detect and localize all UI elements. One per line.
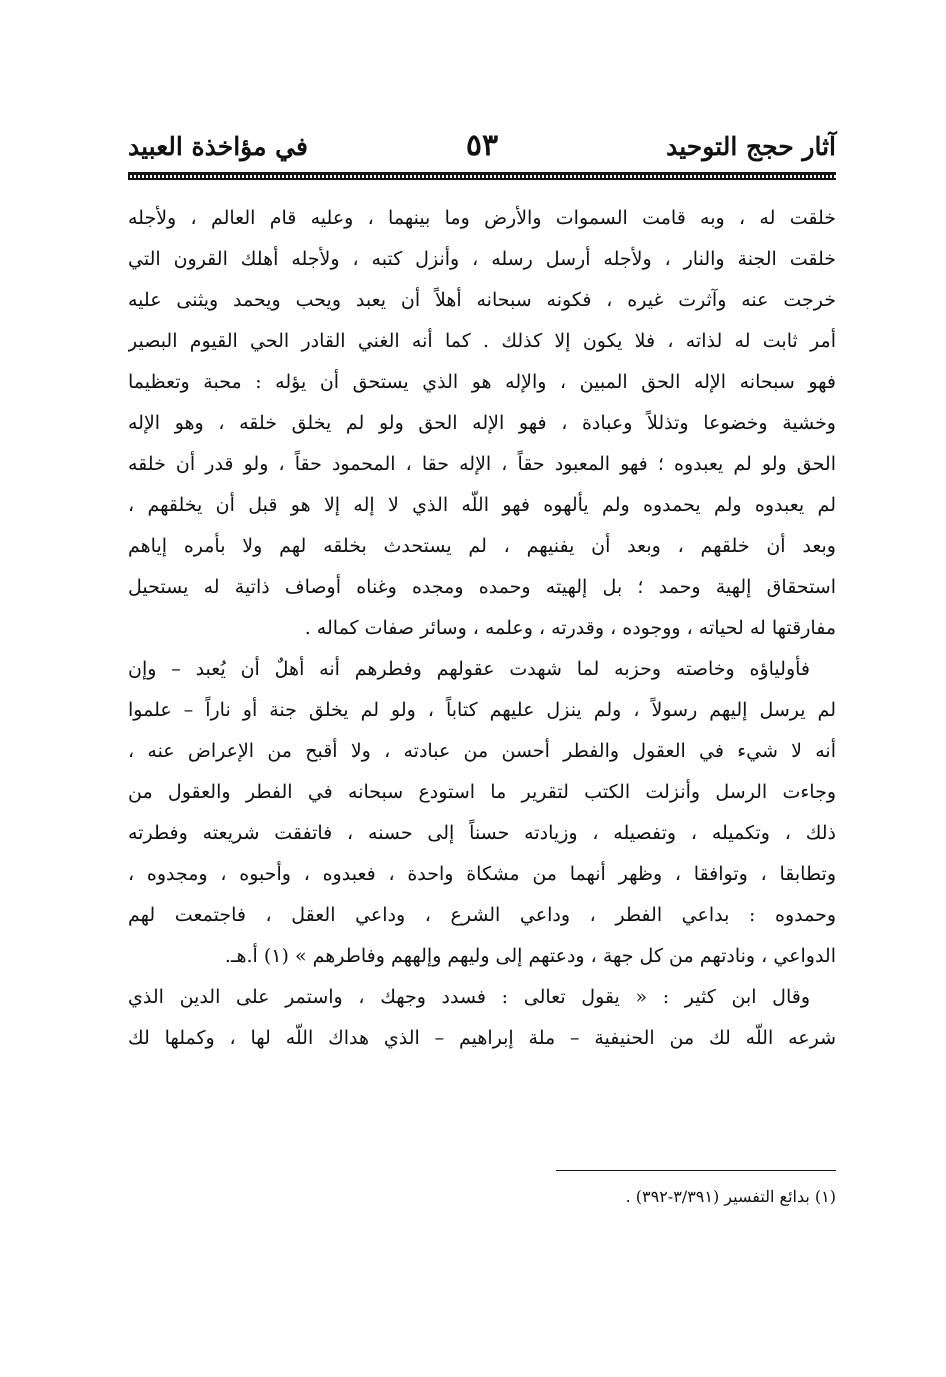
text-line: وخشية وخضوعا وتذللاً وعبادة ، فهو الإله الحق ولو لم يخلق خلقه ، وهو الإله <box>128 412 836 434</box>
text-line: الحق ولو لم يعبدوه ؛ فهو المعبود حقاً ، الإله حقا ، المحمود حقاً ، ولو قدر أن خلقه <box>128 453 836 475</box>
page-header <box>128 128 836 170</box>
text-line: استحقاق إلهية وحمد ؛ بل إلهيته وحمده ومجده وغناه أوصاف ذاتية له يستحيل <box>128 576 836 598</box>
text-line: ذلك ، وتكميله ، وتفصيله ، وزيادته حسناً إلى حسنه ، فاتفقت شريعته وفطرته <box>128 822 836 844</box>
paragraph-end-line: الدواعي ، ونادتهم من كل جهة ، ودعتهم إلى وليهم وإلههم وفاطرهم » (١) أ.هـ. <box>224 945 836 967</box>
text-line: وجاءت الرسل وأنزلت الكتب لتقرير ما استودع سبحانه في الفطر والعقول من <box>128 781 836 803</box>
text-line: خرجت عنه وآثرت غيره ، فكونه سبحانه أهلاً أن يعبد ويحب ويحمد ويثنى عليه <box>128 289 836 311</box>
paragraph-start-line: فأولياؤه وخاصته وحزبه لما شهدت عقولهم وفطرهم أنه أهلٌ أن يُعبد – وإن <box>128 658 810 680</box>
text-line: لم يعبدوه ولم يحمدوه ولم يألهوه فهو اللّه الذي لا إله إلا هو قبل أن يخلقهم ، <box>128 494 836 516</box>
header-rule-bottom <box>128 178 836 180</box>
text-line: وحمدوه : بداعي الفطر ، وداعي الشرع ، وداعي العقل ، فاجتمعت لهم <box>128 904 836 926</box>
text-line: أنه لا شيء في العقول والفطر أحسن من عبادته ، ولا أقبح من الإعراض عنه ، <box>128 740 836 762</box>
text-line: لم يرسل إليهم رسولاً ، ولم ينزل عليهم كتاباً ، ولو لم يخلق جنة أو ناراً – علموا <box>128 699 836 721</box>
chapter-title: في مؤاخذة العبيد <box>128 132 308 161</box>
text-line: وتطابقا ، وتوافقا ، وظهر أنهما من مشكاة واحدة ، فعبدوه ، وأحبوه ، ومجدوه ، <box>128 863 836 885</box>
text-line: خلقت الجنة والنار ، ولأجله أرسل رسله ، وأنزل كتبه ، ولأجله أهلك القرون التي <box>128 248 836 270</box>
footnote: (١) بدائع التفسير (٣/٣٩١-٣٩٢) . <box>625 1187 836 1206</box>
page-number: ٥٣ <box>465 128 499 163</box>
paragraph-end-line: مفارقتها له لحياته ، ووجوده ، وقدرته ، وعلمه ، وسائر صفات كماله . <box>304 617 836 639</box>
paragraph-start-line: وقال ابن كثير : « يقول تعالى : فسدد وجهك ، واستمر على الدين الذي <box>128 986 810 1008</box>
text-line: شرعه اللّه لك من الحنيفية – ملة إبراهيم – الذي هداك اللّه لها ، وكملها لك <box>128 1027 836 1049</box>
text-line: فهو سبحانه الإله الحق المبين ، والإله هو الذي يستحق أن يؤله : محبة وتعظيما <box>128 371 836 393</box>
book-title: آثار حجج التوحيد <box>666 132 836 161</box>
text-line: خلقت له ، وبه قامت السموات والأرض وما بينهما ، وعليه قام العالم ، ولأجله <box>128 207 836 229</box>
text-line: وبعد أن خلقهم ، وبعد أن يفنيهم ، لم يستحدث بخلقه لهم ولا بأمره إياهم <box>128 535 836 557</box>
body-text <box>128 198 836 1059</box>
text-line: أمر ثابت له لذاته ، فلا يكون إلا كذلك . كما أنه الغني القادر الحي القيوم البصير <box>128 330 836 352</box>
footnote-divider <box>556 1170 836 1171</box>
